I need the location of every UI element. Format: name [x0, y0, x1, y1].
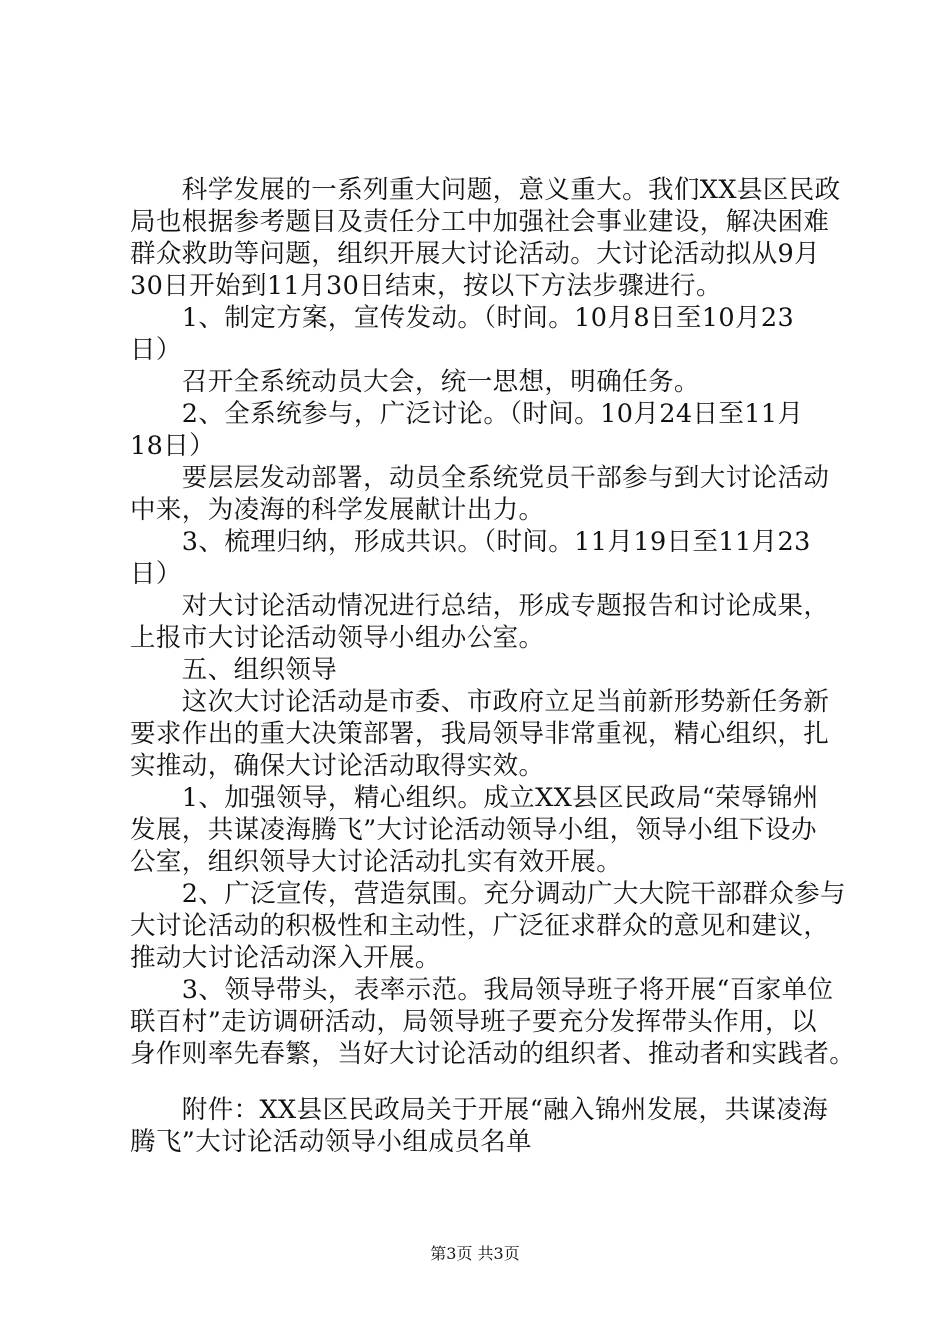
text-line: 要求作出的重大决策部署，我局领导非常重视，精心组织，扎: [130, 719, 830, 749]
text-line: 中来，为凌海的科学发展献计出力。: [130, 495, 545, 525]
attachment-line: 附件：XX县区民政局关于开展“融入锦州发展，共谋凌海: [130, 1095, 829, 1125]
text-line: 召开全系统动员大会，统一思想，明确任务。: [130, 367, 700, 397]
text-line: 群众救助等问题，组织开展大讨论活动。大讨论活动拟从9月: [130, 239, 821, 269]
text-line: 1、加强领导，精心组织。成立XX县区民政局“荣辱锦州: [130, 783, 819, 813]
text-line: 3、领导带头，表率示范。我局领导班子将开展“百家单位: [130, 975, 834, 1005]
text-line: 实推动，确保大讨论活动取得实效。: [130, 751, 545, 781]
text-line: 大讨论活动的积极性和主动性，广泛征求群众的意见和建议，: [130, 911, 830, 941]
text-line: 要层层发动部署，动员全系统党员干部参与到大讨论活动: [130, 463, 830, 493]
text-line: 3、梳理归纳，形成共识。（时间。11月19日至11月23: [130, 527, 811, 557]
attachment-line: 腾飞”大讨论活动领导小组成员名单: [130, 1127, 532, 1157]
text-line: 科学发展的一系列重大问题，意义重大。我们XX县区民政: [130, 175, 841, 205]
text-line: 2、全系统参与，广泛讨论。（时间。10月24日至11月: [130, 399, 804, 429]
text-line: 推动大讨论活动深入开展。: [130, 943, 441, 973]
page-number-footer: 第3页 共3页: [430, 1244, 520, 1263]
text-line: 这次大讨论活动是市委、市政府立足当前新形势新任务新: [130, 687, 830, 717]
text-line: 日）: [130, 559, 182, 589]
text-line: 局也根据参考题目及责任分工中加强社会事业建设，解决困难: [130, 207, 830, 237]
text-line: 发展，共谋凌海腾飞”大讨论活动领导小组，领导小组下设办: [130, 815, 817, 845]
section-heading: 五、组织领导: [130, 655, 338, 685]
text-line: 对大讨论活动情况进行总结，形成专题报告和讨论成果，: [130, 591, 830, 621]
text-line: 日）: [130, 335, 182, 365]
text-line: 18日）: [130, 431, 216, 461]
text-line: 身作则率先春繁，当好大讨论活动的组织者、推动者和实践者。: [130, 1039, 856, 1069]
text-line: 公室，组织领导大讨论活动扎实有效开展。: [130, 847, 623, 877]
text-line: 30日开始到11月30日结束，按以下方法步骤进行。: [130, 271, 722, 301]
text-line: 1、制定方案，宣传发动。（时间。10月8日至10月23: [130, 303, 795, 333]
text-line: 2、广泛宣传，营造氛围。充分调动广大大院干部群众参与: [130, 879, 846, 909]
text-line: 上报市大讨论活动领导小组办公室。: [130, 623, 545, 653]
text-line: 联百村”走访调研活动，局领导班子要充分发挥带头作用，以: [130, 1007, 817, 1037]
